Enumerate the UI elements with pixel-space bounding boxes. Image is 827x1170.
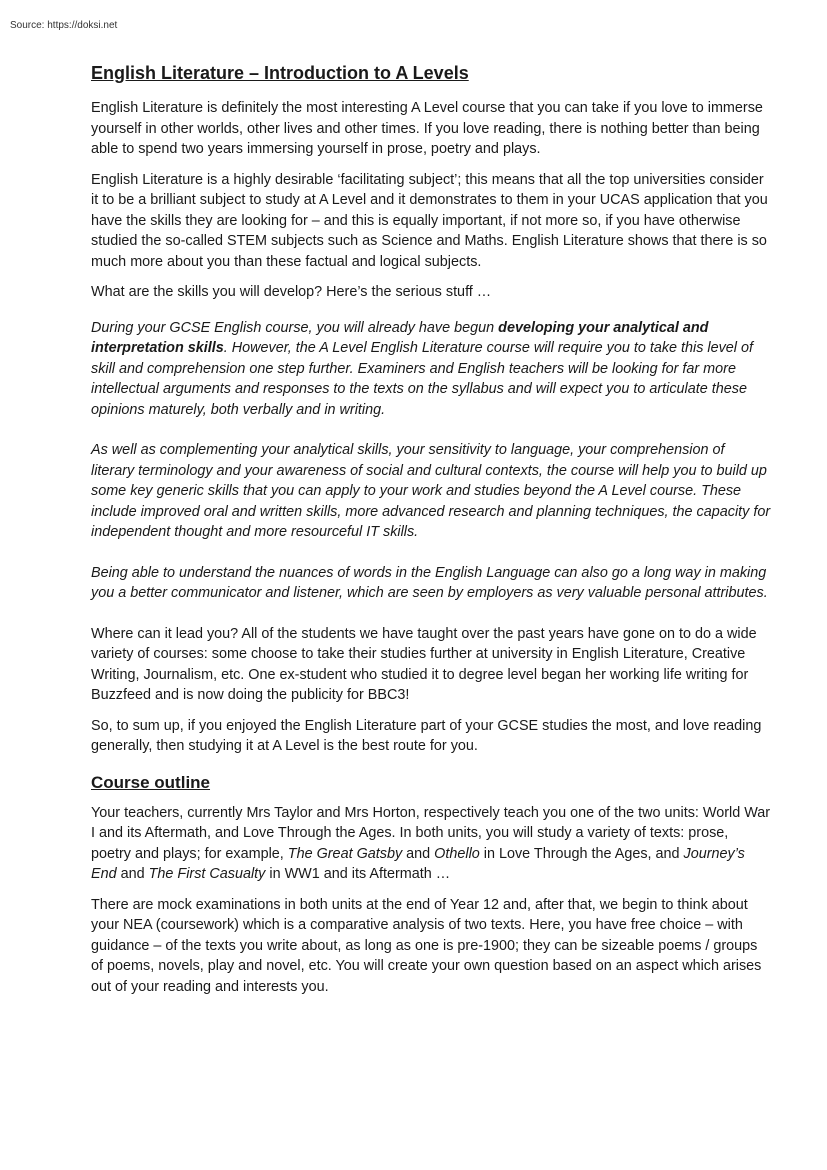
outline-and-2: and xyxy=(116,866,149,882)
course-outline-paragraph-2: There are mock examinations in both units at the end of Year 12 and, after that, we begin to think about your NEA (coursework) which is a comparative analysis of two texts. Here, you have free choice – with guidance – of the texts you write about, as long as one is pre-1900; they can be sizeable poems / groups of poems, novels, play and novel, etc. You will create your own question based on an aspect which arises out of your reading and interests you. xyxy=(91,896,762,995)
book-title-great-gatsby: The Great Gatsby xyxy=(287,845,403,862)
page-title: English Literature – Introduction to A Levels xyxy=(91,63,469,83)
book-title-othello: Othello xyxy=(434,845,480,862)
intro-paragraph-1: English Literature is definitely the most interesting A Level course that you can take if you love to immerse yourself in other worlds, other lives and other times. If you love reading, there is nothing better than being able to spend two years immersing yourself in prose, poetry and plays. xyxy=(91,100,763,157)
skills-p1-emphasis: developing your analytical and interpretation skills xyxy=(91,319,709,356)
book-title-first-casualty: The First Casualty xyxy=(148,866,266,882)
course-outline-paragraph-1 xyxy=(91,803,771,885)
careers-paragraph-2: So, to sum up, if you enjoyed the English Literature part of your GCSE studies the most, and love reading generally, then studying it at A Level is the best route for you. xyxy=(91,717,762,754)
skills-paragraph-2: As well as complementing your analytical skills, your sensitivity to language, your comprehension of literary terminology and your awareness of social and cultural contexts, the course will help you to build up some key generic skills that you can apply to your work and studies beyond the A Level course. These include improved oral and written skills, more advanced research and planning techniques, the capacity for independent thought and more resourceful IT skills. xyxy=(91,442,771,540)
skills-p1-start: During your GCSE English course, you will already have begun xyxy=(91,319,499,336)
outline-p1-middle: in Love Through the Ages, and xyxy=(479,845,684,862)
outline-p1-start: Your teachers, currently Mrs Taylor and Mrs Horton, respectively teach you one of the two units: World War I and its Aftermath, and Love Through the Ages. In both units, you will study a variety of texts: prose, poetry and plays; for example, xyxy=(91,804,771,862)
skills-p1-end: . However, the A Level English Literature course will require you to take this level of skill and comprehension one step further. Examiners and English teachers will be looking for far more intellectual arguments and responses to the texts on the syllabus and will expect you to articulate these opinions maturely, both verbally and in writing. xyxy=(91,340,754,418)
careers-paragraph-1: Where can it lead you? All of the students we have taught over the past years have gone on to do a wide variety of courses: some choose to take their studies further at university in English Literature, Creative Writing, Journalism, etc. One ex-student who studied it to degree level began her working life writing for Buzzfeed and is now doing the publicity for BBC3! xyxy=(91,625,757,703)
intro-paragraph-3: What are the skills you will develop? Here’s the serious stuff … xyxy=(91,284,492,300)
outline-and-1: and xyxy=(402,845,435,862)
intro-paragraph-2: English Literature is a highly desirable ‘facilitating subject’; this means that all the top universities consider it to be a brilliant subject to study at A Level and it demonstrates to them in your UCAS application that you have the skills they are looking for – and this is equally important, if not more so, if you have otherwise studied the so-called STEM subjects such as Science and Maths. English Literature shows that there is so much more about you than these factual and logical subjects. xyxy=(91,171,768,270)
source-caption: Source: https://doksi.net xyxy=(10,20,118,31)
book-title-journeys-end: Journey’s End xyxy=(91,845,745,882)
skills-paragraph-1 xyxy=(91,318,771,421)
course-outline-heading: Course outline xyxy=(91,772,211,792)
skills-paragraph-3: Being able to understand the nuances of words in the English Language can also go a long way in making you a better communicator and listener, which are seen by employers as very valuable personal attributes. xyxy=(91,564,768,601)
document-page xyxy=(91,60,771,1007)
outline-p1-end: in WW1 and its Aftermath … xyxy=(265,866,451,882)
